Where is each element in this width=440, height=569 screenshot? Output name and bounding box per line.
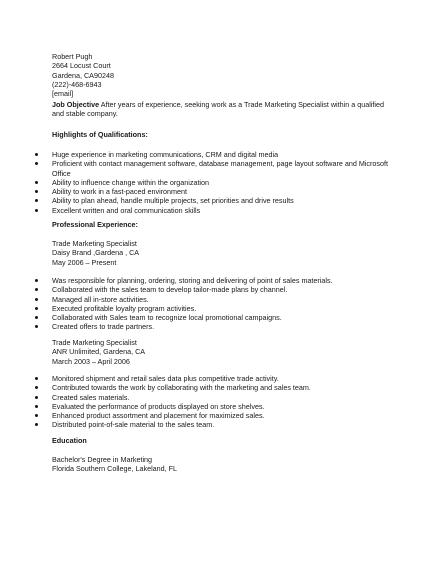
- contact-street: 2664 Locust Court: [52, 61, 111, 71]
- contact-block: [52, 52, 392, 98]
- education-heading-block: [52, 436, 392, 445]
- list-item: Collaborated with the sales team to develop tailor-made plans by channel.: [34, 285, 394, 294]
- contact-email[interactable]: [email]: [52, 89, 74, 99]
- education-degree: Bachelor's Degree in Marketing: [52, 455, 153, 464]
- list-item: Monitored shipment and retail sales data plus competitive trade activity.: [34, 374, 394, 383]
- job-2-duties: [34, 374, 394, 430]
- list-item: Huge experience in marketing communications, CRM and digital media: [34, 150, 394, 159]
- experience-heading: Professional Experience:: [52, 220, 138, 229]
- list-item: Enhanced product assortment and placement for maximized sales.: [34, 411, 394, 420]
- list-item: Collaborated with Sales team to recognize local promotional campaigns.: [34, 313, 394, 322]
- job-dates: March 2003 – April 2006: [52, 356, 130, 366]
- qualifications-heading: Highlights of Qualifications:: [52, 130, 148, 139]
- list-item: Ability to plan ahead, handle multiple projects, set priorities and drive results: [34, 196, 394, 205]
- contact-name: Robert Pugh: [52, 52, 93, 61]
- objective-text: After years of experience, seeking work as a Trade Marketing Specialist within a qualified and stable company.: [52, 100, 384, 119]
- list-item: Proficient with contact management software, database management, page layout software and Microsoft Office: [34, 159, 394, 178]
- job-objective: [52, 100, 392, 119]
- job-title: Trade Marketing Specialist: [52, 239, 137, 248]
- education-heading: Education: [52, 436, 87, 445]
- education-school: Florida Southern College, Lakeland, FL: [52, 464, 178, 474]
- contact-city: Gardena, CA90248: [52, 70, 114, 80]
- job-company: ANR Unlimited, Gardena, CA: [52, 347, 146, 357]
- qualifications-heading-block: [52, 130, 392, 139]
- list-item: Executed profitable loyalty program activities.: [34, 304, 394, 313]
- list-item: Managed all in-store activities.: [34, 295, 394, 304]
- job-2-header: [52, 338, 392, 366]
- list-item: Evaluated the performance of products displayed on store shelves.: [34, 402, 394, 411]
- list-item: Created sales materials.: [34, 393, 394, 402]
- list-item: Excellent written and oral communication skills: [34, 206, 394, 215]
- list-item: Contributed towards the work by collaborating with the marketing and sales team.: [34, 383, 394, 392]
- job-company: Daisy Brand ,Gardena , CA: [52, 248, 140, 258]
- job-1-duties: [34, 276, 394, 332]
- education-block: [52, 455, 392, 474]
- experience-heading-block: [52, 220, 392, 229]
- list-item: Ability to work in a fast-paced environment: [34, 187, 394, 196]
- job-dates: May 2006 – Present: [52, 257, 117, 267]
- contact-phone: (222)-468-6943: [52, 79, 102, 89]
- job-1-header: [52, 239, 392, 267]
- job-title: Trade Marketing Specialist: [52, 338, 137, 347]
- list-item: Was responsible for planning, ordering, storing and delivering of point of sales materials.: [34, 276, 394, 285]
- objective-label: Job Objective: [52, 100, 100, 109]
- list-item: Distributed point-of-sale material to the sales team.: [34, 420, 394, 429]
- qualifications-list: [34, 150, 394, 215]
- list-item: Ability to influence change within the organization: [34, 178, 394, 187]
- list-item: Created offers to trade partners.: [34, 322, 394, 331]
